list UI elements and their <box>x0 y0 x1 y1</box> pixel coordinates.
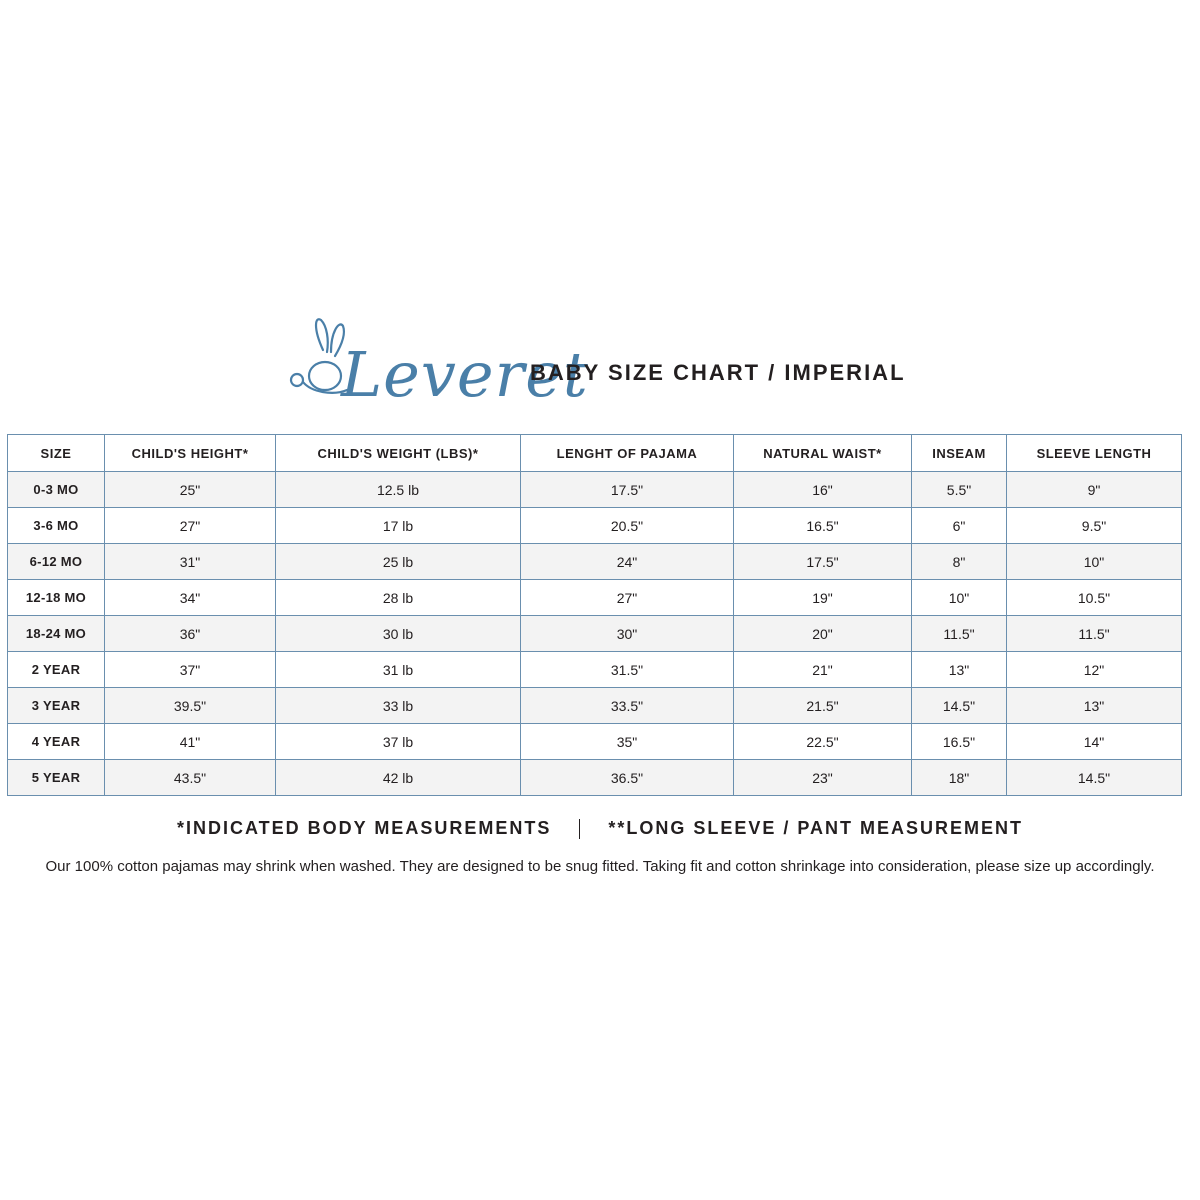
table-cell: 18" <box>912 760 1007 796</box>
table-cell: 17.5" <box>734 544 912 580</box>
table-cell: 42 lb <box>276 760 521 796</box>
column-header-sleeve: SLEEVE LENGTH <box>1007 435 1182 472</box>
table-row <box>8 508 1182 544</box>
table-cell: 14" <box>1007 724 1182 760</box>
table-cell: 39.5" <box>105 688 276 724</box>
table-cell: 13" <box>1007 688 1182 724</box>
table-row <box>8 724 1182 760</box>
table-cell: 30 lb <box>276 616 521 652</box>
table-cell: 22.5" <box>734 724 912 760</box>
table-cell: 13" <box>912 652 1007 688</box>
table-cell: 37 lb <box>276 724 521 760</box>
table-cell: 30" <box>521 616 734 652</box>
column-header-pajama-length: LENGHT OF PAJAMA <box>521 435 734 472</box>
table-cell: 17.5" <box>521 472 734 508</box>
measurement-notes <box>0 818 1200 839</box>
column-header-inseam: INSEAM <box>912 435 1007 472</box>
logo-wordmark: Leveret <box>341 338 589 411</box>
table-cell: 37" <box>105 652 276 688</box>
table-cell: 27" <box>521 580 734 616</box>
table-row <box>8 688 1182 724</box>
table-cell: 25 lb <box>276 544 521 580</box>
table-cell: 14.5" <box>912 688 1007 724</box>
table-cell: 36" <box>105 616 276 652</box>
table-cell: 25" <box>105 472 276 508</box>
page-title: BABY SIZE CHART / IMPERIAL <box>530 360 906 385</box>
table-cell: 2 YEAR <box>8 652 105 688</box>
table-cell: 8" <box>912 544 1007 580</box>
table-cell: 34" <box>105 580 276 616</box>
table-cell: 31 lb <box>276 652 521 688</box>
table-cell: 5 YEAR <box>8 760 105 796</box>
table-cell: 6" <box>912 508 1007 544</box>
table-cell: 31" <box>105 544 276 580</box>
table-cell: 33 lb <box>276 688 521 724</box>
table-cell: 41" <box>105 724 276 760</box>
table-cell: 43.5" <box>105 760 276 796</box>
notes-divider <box>579 819 580 839</box>
table-cell: 17 lb <box>276 508 521 544</box>
table-cell: 9" <box>1007 472 1182 508</box>
table-cell: 24" <box>521 544 734 580</box>
table-row <box>8 472 1182 508</box>
table-header-row <box>8 435 1182 472</box>
table-cell: 9.5" <box>1007 508 1182 544</box>
table-cell: 31.5" <box>521 652 734 688</box>
table-cell: 21.5" <box>734 688 912 724</box>
table-cell: 16.5" <box>734 508 912 544</box>
table-cell: 33.5" <box>521 688 734 724</box>
table-cell: 16.5" <box>912 724 1007 760</box>
table-row <box>8 616 1182 652</box>
leveret-logo <box>283 310 589 414</box>
table-cell: 3 YEAR <box>8 688 105 724</box>
table-cell: 28 lb <box>276 580 521 616</box>
table-cell: 4 YEAR <box>8 724 105 760</box>
rabbit-icon <box>291 319 347 393</box>
table-cell: 10.5" <box>1007 580 1182 616</box>
table-cell: 11.5" <box>1007 616 1182 652</box>
table-row <box>8 580 1182 616</box>
table-cell: 27" <box>105 508 276 544</box>
table-cell: 12" <box>1007 652 1182 688</box>
table-cell: 5.5" <box>912 472 1007 508</box>
table-cell: 19" <box>734 580 912 616</box>
table-cell: 35" <box>521 724 734 760</box>
table-cell: 20.5" <box>521 508 734 544</box>
table-cell: 36.5" <box>521 760 734 796</box>
shrinkage-disclaimer: Our 100% cotton pajamas may shrink when washed. They are designed to be snug fitted. Taking fit and cotton shrinkage into consideration, please size up accordingly. <box>45 858 1155 875</box>
table-cell: 0-3 MO <box>8 472 105 508</box>
table-cell: 12.5 lb <box>276 472 521 508</box>
table-cell: 12-18 MO <box>8 580 105 616</box>
column-header-height: CHILD'S HEIGHT* <box>105 435 276 472</box>
header <box>0 300 1200 420</box>
table-cell: 10" <box>912 580 1007 616</box>
table-cell: 18-24 MO <box>8 616 105 652</box>
table-cell: 21" <box>734 652 912 688</box>
column-header-size: SIZE <box>8 435 105 472</box>
table-cell: 11.5" <box>912 616 1007 652</box>
long-sleeve-note: **LONG SLEEVE / PANT MEASUREMENT <box>608 818 1024 838</box>
table-row <box>8 652 1182 688</box>
table-row <box>8 544 1182 580</box>
body-measurement-note: *INDICATED BODY MEASUREMENTS <box>176 818 552 838</box>
table-row <box>8 760 1182 796</box>
column-header-waist: NATURAL WAIST* <box>734 435 912 472</box>
table-cell: 14.5" <box>1007 760 1182 796</box>
table-cell: 23" <box>734 760 912 796</box>
column-header-weight: CHILD'S WEIGHT (LBS)* <box>276 435 521 472</box>
table-cell: 3-6 MO <box>8 508 105 544</box>
table-cell: 20" <box>734 616 912 652</box>
table-cell: 16" <box>734 472 912 508</box>
size-chart-table <box>7 434 1182 796</box>
table-cell: 10" <box>1007 544 1182 580</box>
table-cell: 6-12 MO <box>8 544 105 580</box>
